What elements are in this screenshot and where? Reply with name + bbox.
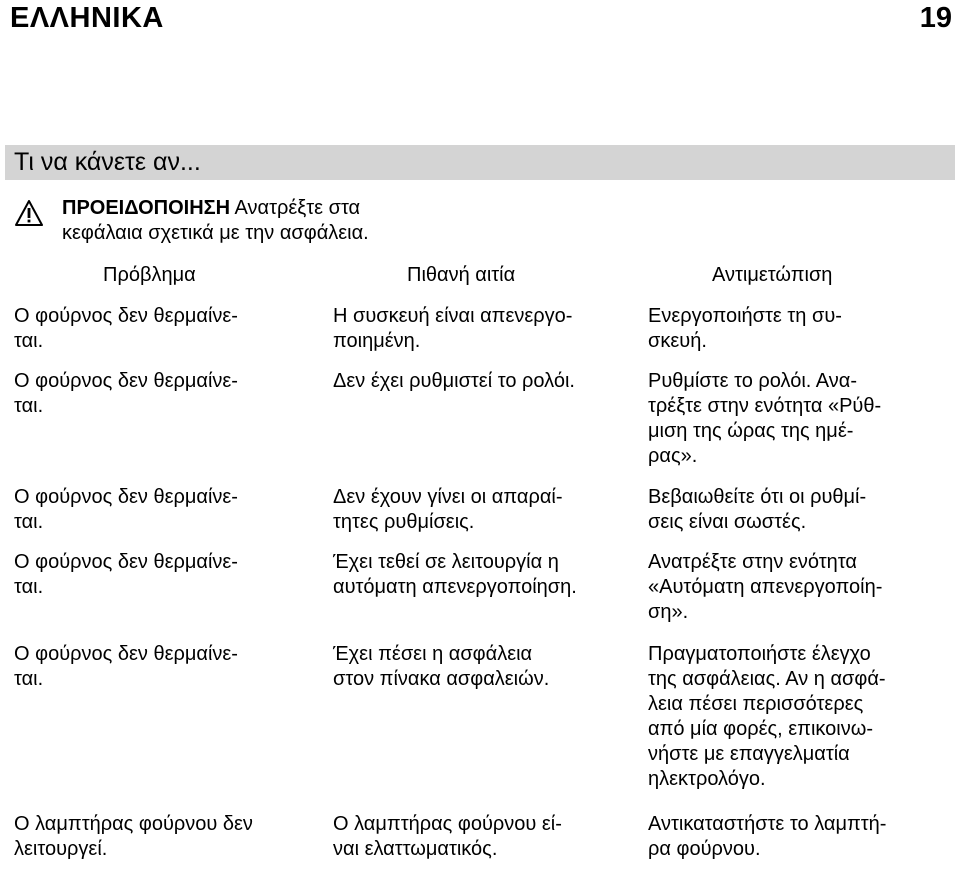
text-line: Ο φούρνος δεν θερμαίνε-: [14, 551, 238, 573]
text-line: μιση της ώρας της ημέ-: [648, 420, 854, 442]
cause-cell: [333, 642, 633, 692]
text-line: Βεβαιωθείτε ότι οι ρυθμί-: [648, 486, 867, 508]
text-line: ση».: [648, 601, 689, 623]
text-line: ται.: [14, 395, 44, 417]
language-header: ΕΛΛΗΝΙΚΑ: [10, 2, 164, 34]
text-line: ρα φούρνου.: [648, 838, 761, 860]
text-line: ται.: [14, 511, 44, 533]
text-line: Αντικαταστήστε το λαμπτή-: [648, 813, 887, 835]
problem-cell: [14, 812, 314, 862]
warning-message: [62, 196, 442, 246]
text-line: Έχει τεθεί σε λειτουργία η: [333, 551, 559, 573]
cause-cell: [333, 485, 633, 535]
text-line: νήστε με επαγγελματία: [648, 743, 850, 765]
text-line: της ασφάλειας. Αν η ασφά-: [648, 668, 886, 690]
text-line: ηλεκτρολόγο.: [648, 768, 766, 790]
column-header-cause: Πιθανή αιτία: [407, 264, 516, 286]
problem-cell: [14, 304, 314, 354]
text-line: Ανατρέξτε στην ενότητα: [648, 551, 857, 573]
text-line: ται.: [14, 576, 44, 598]
remedy-cell: [648, 304, 948, 354]
remedy-cell: [648, 485, 948, 535]
text-line: Ο φούρνος δεν θερμαίνε-: [14, 643, 238, 665]
text-line: ρας».: [648, 445, 698, 467]
text-line: Ο φούρνος δεν θερμαίνε-: [14, 486, 238, 508]
text-line: σκευή.: [648, 330, 707, 352]
text-line: τητες ρυθμίσεις.: [333, 511, 475, 533]
text-line: Ο λαμπτήρας φούρνου εί-: [333, 813, 562, 835]
text-line: ποιημένη.: [333, 330, 421, 352]
section-title: Τι να κάνετε αν...: [14, 148, 201, 176]
text-line: τρέξτε στην ενότητα «Ρύθ-: [648, 395, 882, 417]
text-line: από μία φορές, επικοινω-: [648, 718, 874, 740]
text-line: αυτόματη απενεργοποίηση.: [333, 576, 577, 598]
text-line: Ο λαμπτήρας φούρνου δεν: [14, 813, 253, 835]
warning-line-1-rest: Ανατρέξτε στα: [234, 197, 361, 219]
text-line: Δεν έχουν γίνει οι απαραί-: [333, 486, 563, 508]
cause-cell: [333, 369, 633, 394]
text-line: «Αυτόματη απενεργοποίη-: [648, 576, 883, 598]
text-line: Πραγματοποιήστε έλεγχο: [648, 643, 871, 665]
text-line: λειτουργεί.: [14, 838, 108, 860]
text-line: Δεν έχει ρυθμιστεί το ρολόι.: [333, 370, 575, 392]
page-number: 19: [919, 2, 952, 34]
text-line: Έχει πέσει η ασφάλεια: [333, 643, 533, 665]
column-header-problem: Πρόβλημα: [103, 264, 196, 286]
text-line: ναι ελαττωματικός.: [333, 838, 498, 860]
cause-cell: [333, 304, 633, 354]
text-line: ται.: [14, 668, 44, 690]
cause-cell: [333, 550, 633, 600]
text-line: Ρυθμίστε το ρολόι. Ανα-: [648, 370, 857, 392]
text-line: Ο φούρνος δεν θερμαίνε-: [14, 370, 238, 392]
warning-label: ΠΡΟΕΙΔΟΠΟΙΗΣΗ: [62, 197, 231, 219]
text-line: λεια πέσει περισσότερες: [648, 693, 864, 715]
column-header-remedy: Αντιμετώπιση: [712, 264, 833, 286]
problem-cell: [14, 642, 314, 692]
cause-cell: [333, 812, 633, 862]
text-line: ται.: [14, 330, 44, 352]
text-line: στον πίνακα ασφαλειών.: [333, 668, 550, 690]
remedy-cell: [648, 550, 948, 625]
remedy-cell: [648, 369, 948, 469]
problem-cell: [14, 550, 314, 600]
text-line: Ο φούρνος δεν θερμαίνε-: [14, 305, 238, 327]
warning-triangle-icon: [15, 200, 43, 226]
remedy-cell: [648, 642, 948, 792]
text-line: Ενεργοποιήστε τη συ-: [648, 305, 842, 327]
remedy-cell: [648, 812, 948, 862]
problem-cell: [14, 485, 314, 535]
problem-cell: [14, 369, 314, 419]
text-line: Η συσκευή είναι απενεργο-: [333, 305, 573, 327]
warning-line-2: κεφάλαια σχετικά με την ασφάλεια.: [62, 222, 369, 244]
warning-line-1: [62, 196, 442, 221]
text-line: σεις είναι σωστές.: [648, 511, 807, 533]
